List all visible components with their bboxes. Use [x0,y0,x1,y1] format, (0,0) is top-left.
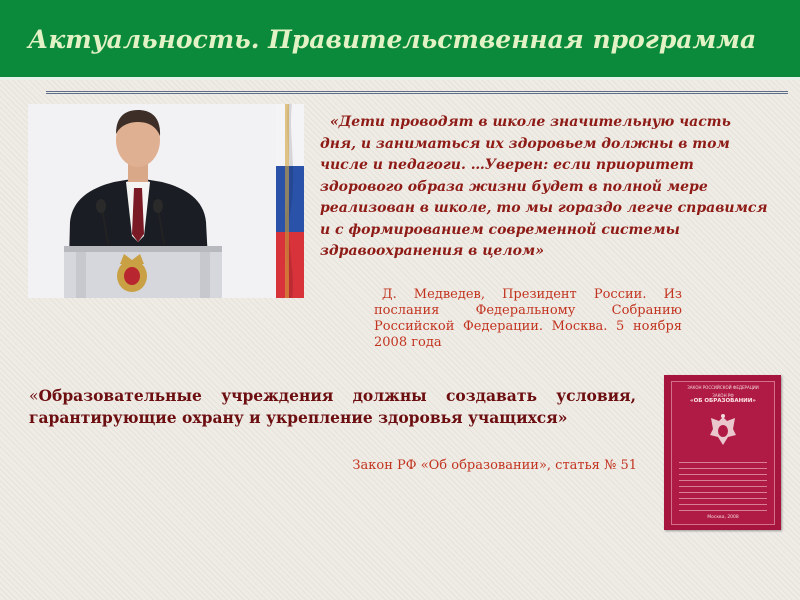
book-subheader-text: ЗАКОН РФ [712,393,734,398]
medvedev-quote: «Дети проводят в школе значительную часть дня, и заниматься их здоровьем должны в том числе и педагоги. …Уверен: если приоритет здорового образа жизни будет в полной мере реализован в школе, то мы гораздо легче справимся и с формированием современной системы здравоохранения в целом» [320,114,768,259]
book-text-line [679,510,767,511]
book-text-line [679,492,767,493]
book-imprint: Москва, 2008 [707,515,739,520]
header-bar [0,0,800,80]
law-citation: Закон РФ «Об образовании», статья № 51 [352,458,637,473]
book-title: «ОБ ОБРАЗОВАНИИ» [690,398,756,404]
book-cover-panel [671,381,775,525]
slide-title: Актуальность. Правительственная программа [28,25,757,54]
book-text-line [679,504,767,505]
book-text-line [679,498,767,499]
book-text-line [679,468,767,469]
president-photo [28,104,304,298]
book-header-text: ЗАКОН РОССИЙСКОЙ ФЕДЕРАЦИИ [687,385,759,390]
header-divider [46,91,788,94]
law-quote [29,385,636,428]
book-text-line [679,486,767,487]
book-text-line [679,462,767,463]
book-text-line [679,480,767,481]
medvedev-citation: Д. Медведев, Президент России. Из послания Федеральному Собранию Российской Федерации. Москва. 5 ноября 2008 года [374,287,682,350]
coat-of-arms-icon [708,413,738,451]
law-quote-text: Образовательные учреждения должны создавать условия, гарантирующие охрану и укрепление здоровья учащихся» [29,386,636,427]
book-text-line [679,474,767,475]
law-quote-open-mark: « [29,387,39,405]
law-book-cover [664,375,781,530]
